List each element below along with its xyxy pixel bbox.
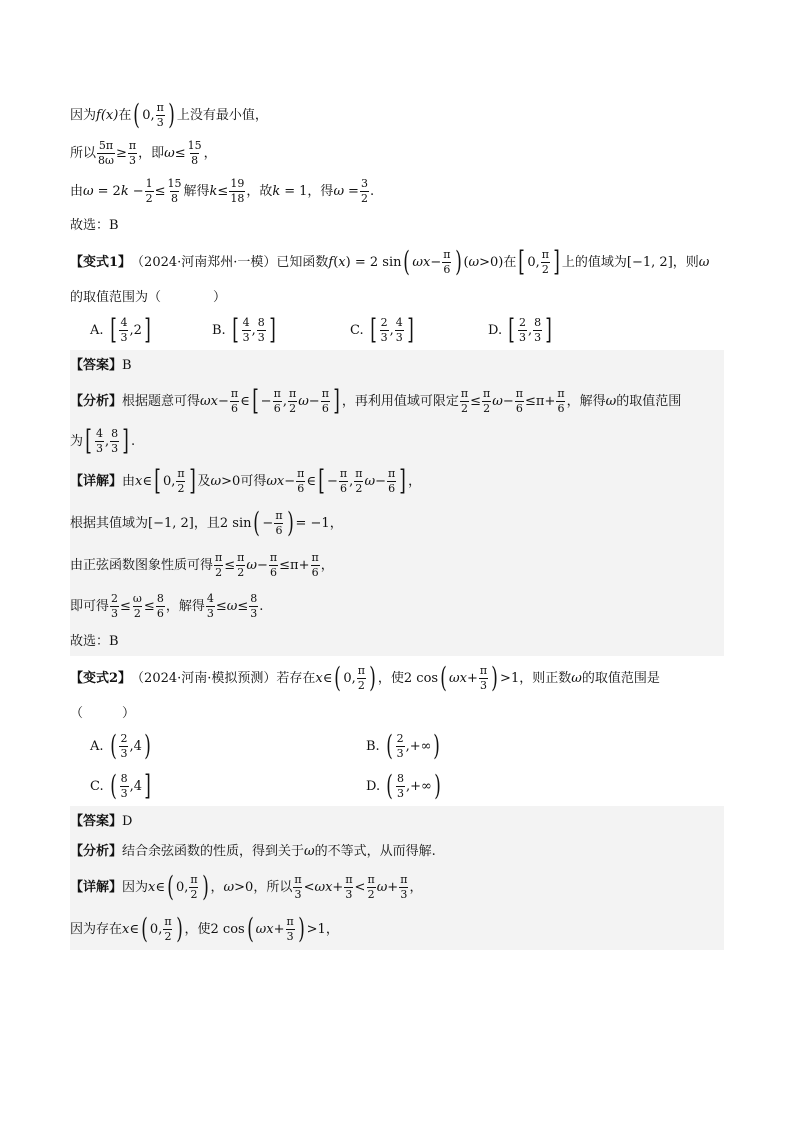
variant-1-options (70, 310, 724, 350)
math: 15 8 (187, 138, 202, 167)
line-3: 由 ω = 2 k − 1 2 ≤ 15 8 解得 k ≤ 19 18 ，故 k = 1 ，得 ω = 3 2 . (70, 176, 375, 205)
text: 上的值域为 (561, 254, 627, 270)
answer-line: 【答案】 D (70, 813, 133, 829)
variant-2-question: 【变式2】 （2024·河南·模拟预测）若存在 x ∈ ( 0, π 2 ) ，使 2 cos ( ωx + π 3 ) >1 ，则正数 ω 的取值范围是 (70, 660, 660, 694)
math: f(x) (96, 107, 119, 123)
math: [ 0, π 2 ] (518, 244, 560, 278)
text: ， (203, 145, 217, 161)
text: 所以 (70, 145, 97, 161)
option-c[interactable]: C. [ 2 3 , 4 3 ] (350, 312, 414, 346)
source: （2024·河南·模拟预测）若存在 (131, 670, 316, 686)
math: 15 8 (167, 176, 182, 205)
variant-2-options-row-2 (70, 766, 724, 806)
text: 故选：B (70, 217, 119, 233)
variant-1-question: 【变式1】 （2024·河南郑州·一模）已知函数 f ( x ) = 2 sin ( ωx − π 6 ) ( ω >0) 在 [ 0, π 2 ] 上的值域为 [−1, 2] ，则 ω (70, 244, 710, 278)
text: ，故 (246, 183, 273, 199)
math: ( ωx − π 6 ) (403, 244, 462, 278)
answer-value: B (122, 357, 132, 373)
text: 上没有最小值， (176, 107, 268, 123)
text: 由 (70, 183, 84, 199)
option-c[interactable]: C. ( 8 3 ,4 ] (90, 768, 151, 802)
detail-line-4: 即可得 2 3 ≤ ω 2 ≤ 8 6 ，解得 4 3 ≤ ω ≤ 8 3 . (70, 591, 264, 620)
answer-block-1 (70, 350, 724, 656)
analysis-line: 【分析】 根据题意可得 ωx − π 6 ∈ [ − π 6 , π 2 ω − π 6 ] ，再利用值域可限定 π 2 ≤ π 2 ω − π 6 ≤π+ π 6 ，解得 ω 的取值范围 (70, 383, 682, 417)
math: 19 18 (230, 176, 245, 205)
detail-line-2: 根据其值域为 [−1, 2] ，且 2 sin ( − π 6 ) = −1 ， (70, 505, 343, 539)
variant-tag: 【变式2】 (70, 670, 132, 686)
text: 解得 (183, 183, 210, 199)
detail-line-1: 【详解】 由 x ∈ [ 0, π 2 ] 及 ω >0 可得 ωx − π 6 ∈ [ − π 6 , π 2 ω − π 6 ] ， (70, 463, 422, 497)
text: 因为 (70, 107, 97, 123)
text: 在 (503, 254, 517, 270)
option-d[interactable]: D. [ 2 3 , 8 3 ] (488, 312, 552, 346)
variant-1-question-cont (70, 284, 724, 310)
text: ，则 (672, 254, 699, 270)
analysis-line-cont: 为 [ 4 3 , 8 3 ] . (70, 423, 136, 457)
detail-line-3: 由正弦函数图象性质可得 π 2 ≤ π 2 ω − π 6 ≤π+ π 6 ， (70, 550, 334, 579)
answer-block-2 (70, 806, 724, 950)
line-4 (70, 210, 724, 240)
detail-line-7: 因为存在 x ∈ ( 0, π 2 ) ，使 2 cos ( ωx + π 3 ) >1， (70, 911, 339, 945)
option-d[interactable]: D. ( 8 3 ,+∞ ) (366, 768, 441, 802)
detail-line-6: 【详解】 因为 x ∈ ( 0, π 2 ) ， ω >0 ，所以 π 3 < ωx + π 3 < π 2 ω + π 3 ， (70, 869, 423, 903)
option-b[interactable]: B. ( 2 3 ,+∞ ) (366, 728, 441, 762)
option-a[interactable]: A. ( 2 3 ,4 ) (90, 728, 151, 762)
text: . (369, 183, 375, 199)
answer-value: D (122, 813, 133, 829)
source: （2024·河南郑州·一模）已知函数 (131, 254, 329, 270)
math: 5π 8ω (98, 138, 114, 167)
variant-tag: 【变式1】 (70, 254, 132, 270)
line-1 (70, 96, 724, 134)
line-2: 所以 5π 8ω ≥ π 3 ，即 ω ≤ 15 8 ， (70, 138, 217, 167)
text: ，即 (138, 145, 165, 161)
math: 3 2 (360, 176, 368, 205)
text: 的取值范围为（ ） (70, 289, 227, 305)
detail-line-5: 故选：B (70, 633, 119, 649)
math: 1 2 (145, 176, 153, 205)
math: [−1, 2] (626, 254, 673, 270)
option-a[interactable]: A. [ 4 3 ,2 ] (90, 312, 151, 346)
answer-line: 【答案】 B (70, 357, 132, 373)
option-b[interactable]: B. [ 4 3 , 8 3 ] (212, 312, 276, 346)
text: ，得 (307, 183, 334, 199)
math: π 3 (128, 138, 137, 167)
variant-2-options-row-1 (70, 726, 724, 766)
text: 在 (118, 107, 132, 123)
variant-2-question-cont: （ ） (70, 705, 136, 721)
document-page (70, 96, 724, 950)
math: ( 0, π 3 ) (133, 97, 175, 131)
analysis-line: 【分析】 结合余弦函数的性质，得到关于 ω 的不等式，从而得解. (70, 843, 436, 859)
